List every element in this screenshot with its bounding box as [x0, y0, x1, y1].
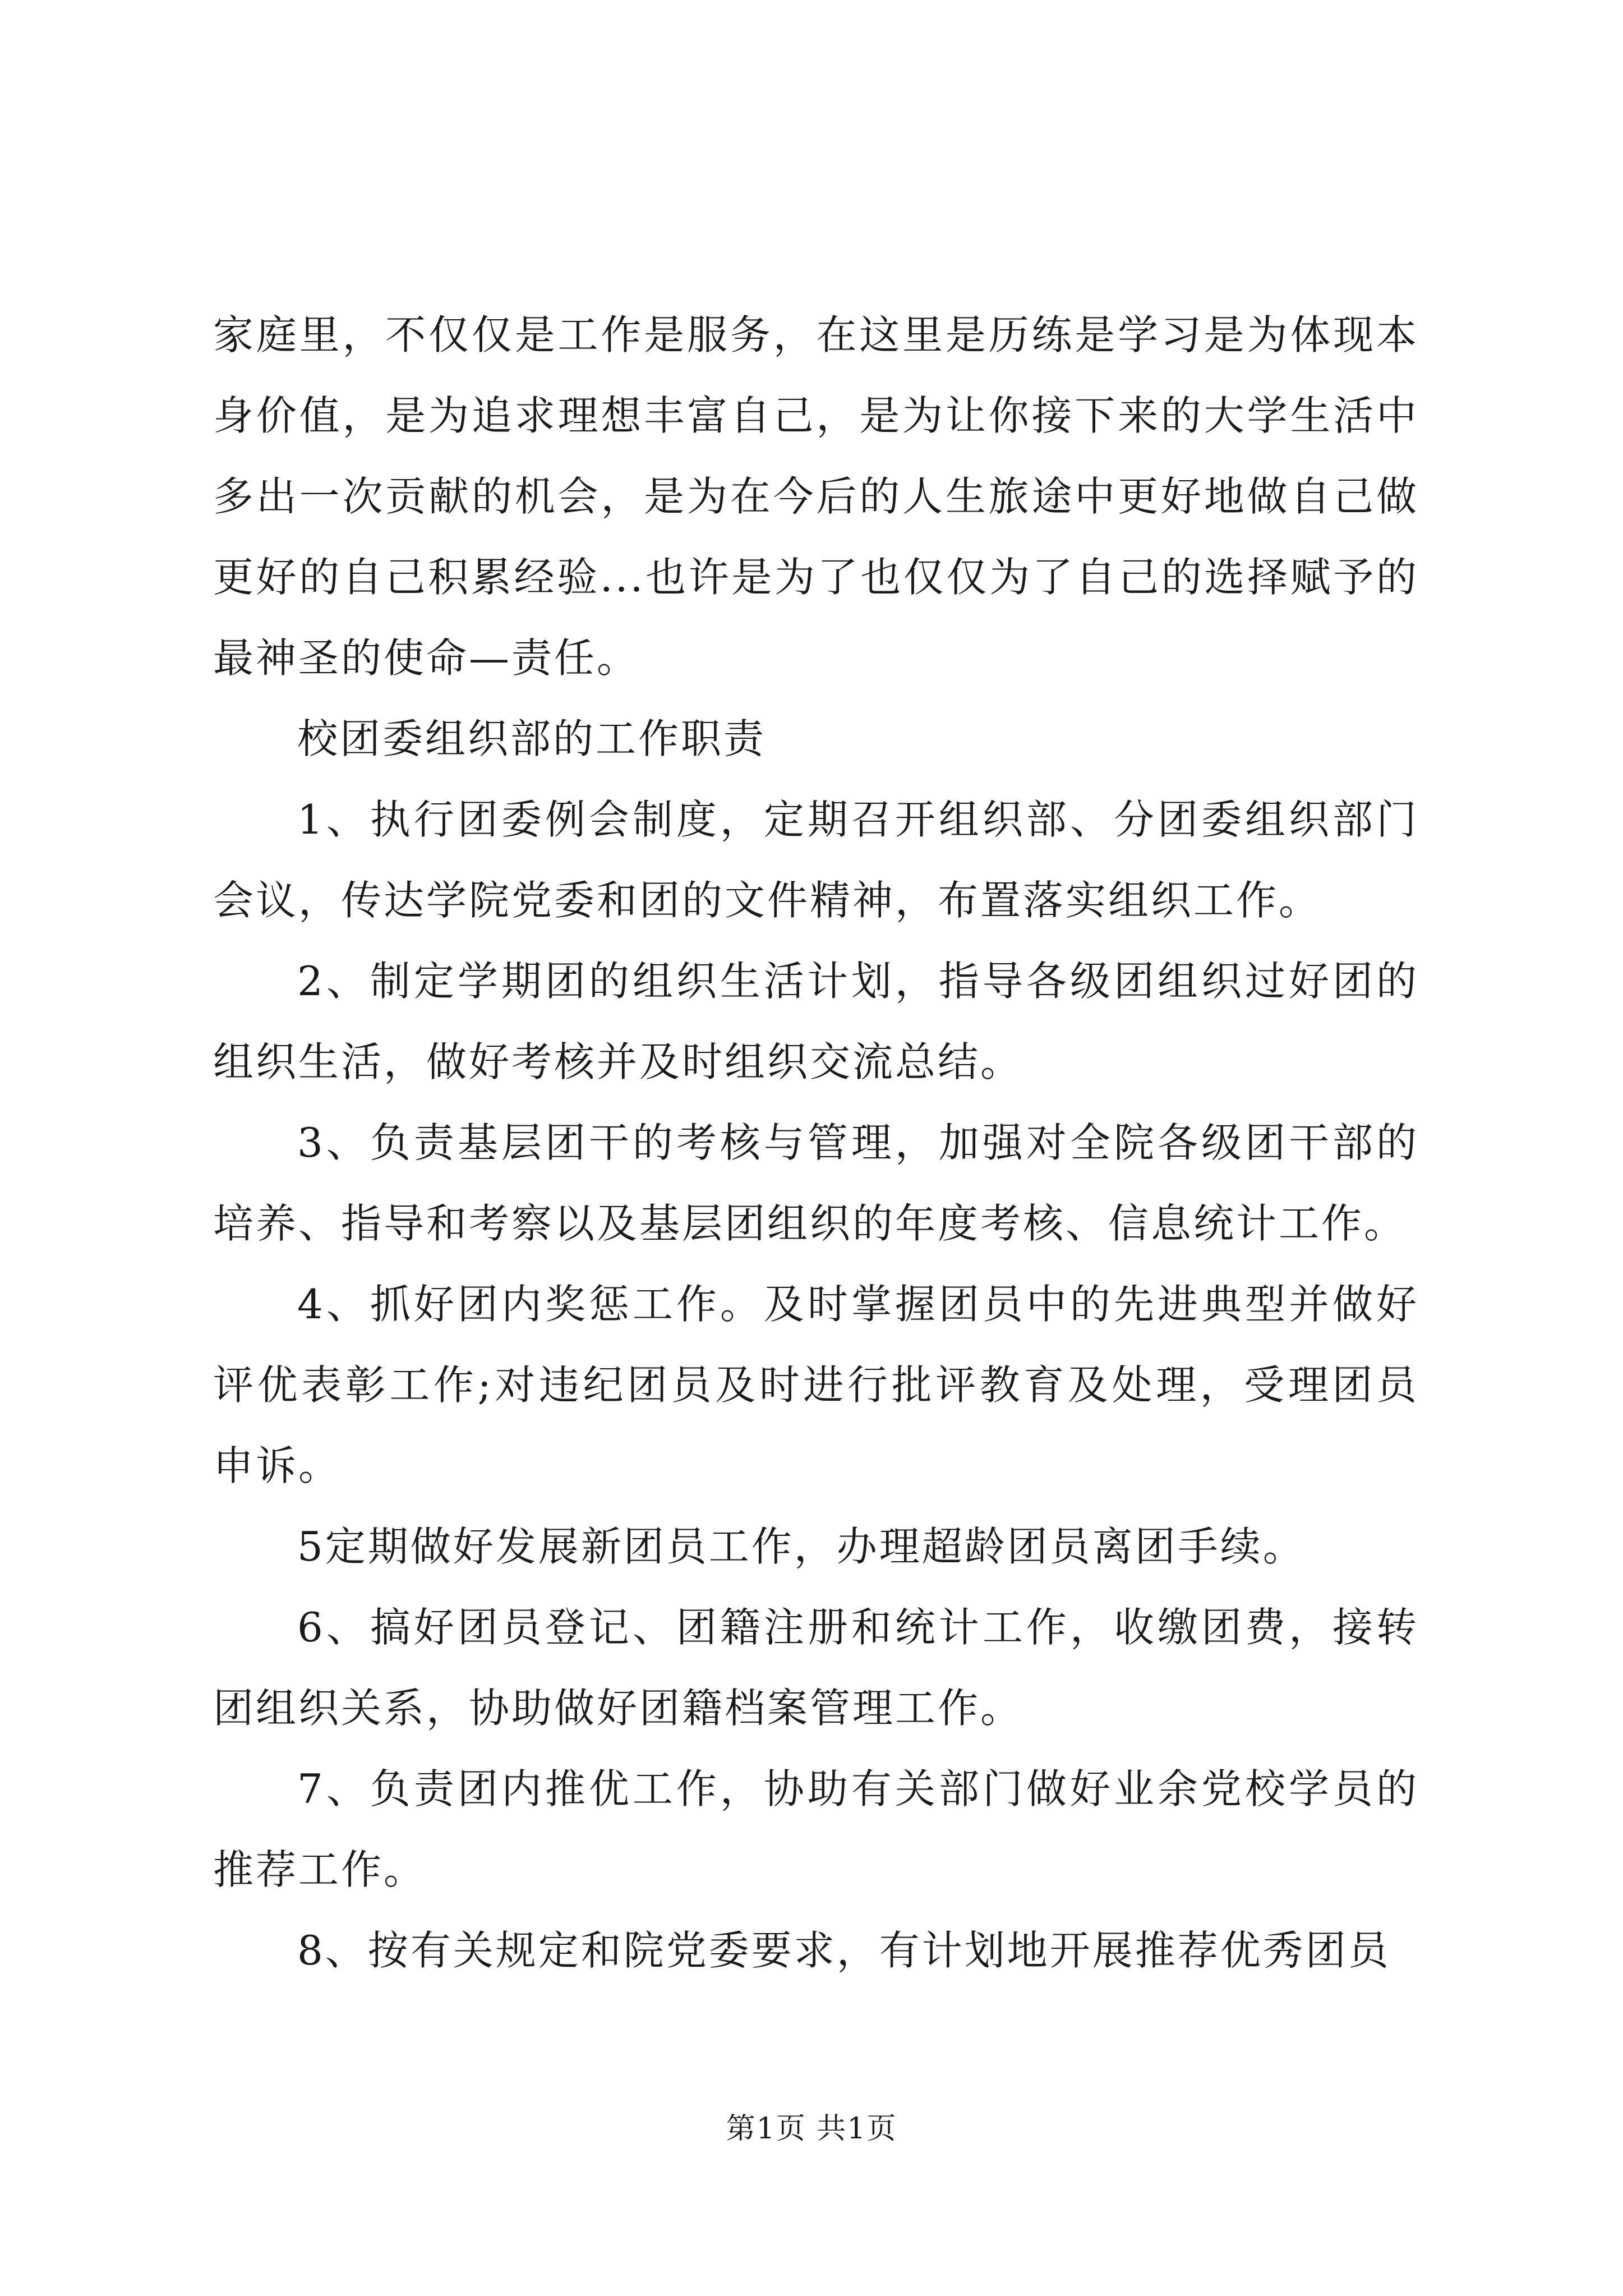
- duty-item-1: 1、执行团委例会制度，定期召开组织部、分团委组织部门会议，传达学院党委和团的文件精神，布置落实组织工作。: [213, 796, 1419, 924]
- document-body: [213, 295, 1419, 1991]
- page-footer: 第1页 共1页: [726, 2112, 897, 2146]
- paragraph-continuation: 家庭里，不仅仅是工作是服务，在这里是历练是学习是为体现本身价值，是为追求理想丰富自己，是为让你接下来的大学生活中多出一次贡献的机会，是为在今后的人生旅途中更好地做自己做更好的自己积累经验...也许是为了也仅仅为了自己的选择赋予的最神圣的使命—责任。: [213, 311, 1419, 682]
- duty-item-6: 6、搞好团员登记、团籍注册和统计工作，收缴团费，接转团组织关系，协助做好团籍档案管理工作。: [213, 1604, 1419, 1732]
- duty-item-2: 2、制定学期团的组织生活计划，指导各级团组织过好团的组织生活，做好考核并及时组织交流总结。: [213, 958, 1419, 1085]
- duty-item-4: 4、抓好团内奖惩工作。及时掌握团员中的先进典型并做好评优表彰工作;对违纪团员及时进行批评教育及处理，受理团员申诉。: [213, 1281, 1419, 1489]
- duty-item-8: 8、按有关规定和院党委要求，有计划地开展推荐优秀团员: [297, 1927, 1391, 1974]
- duty-item-7: 7、负责团内推优工作，协助有关部门做好业余党校学员的推荐工作。: [213, 1765, 1419, 1893]
- duty-item-3: 3、负责基层团干的考核与管理，加强对全院各级团干部的培养、指导和考察以及基层团组织的年度考核、信息统计工作。: [213, 1119, 1419, 1247]
- duty-item-5: 5定期做好发展新团员工作，办理超龄团员离团手续。: [297, 1523, 1306, 1570]
- section-heading: 校团委组织部的工作职责: [297, 715, 767, 762]
